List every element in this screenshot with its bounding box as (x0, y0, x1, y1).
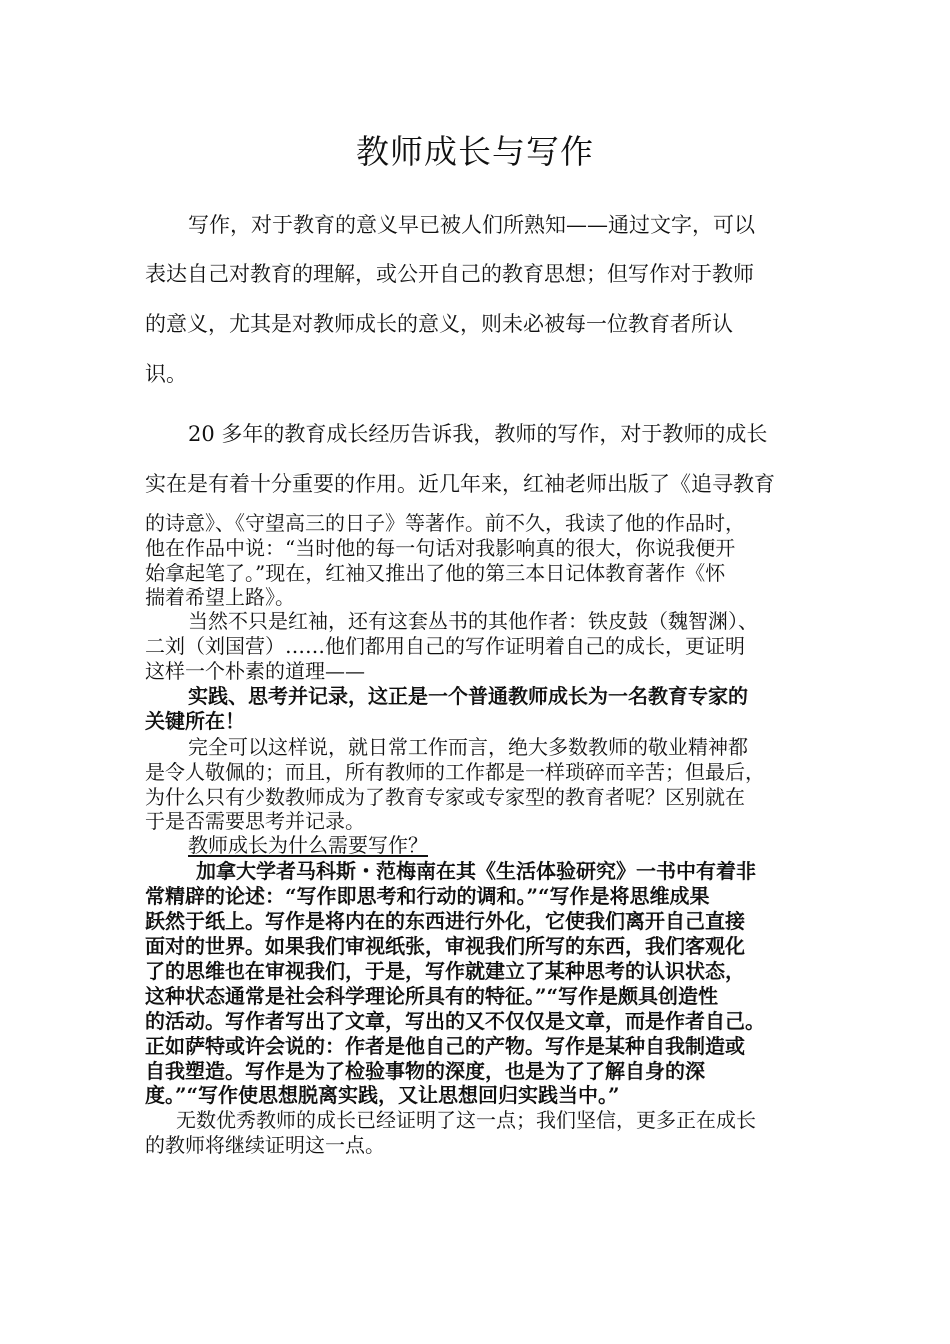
quote-line: 这种状态通常是社会科学理论所具有的特征。”“写作是颇具创造性 (145, 984, 719, 1008)
closing-line: 的教师将继续证明这一点。 (145, 1133, 385, 1157)
paragraph-2-line: 20 多年的教育成长经历告诉我，教师的写作，对于教师的成长 (188, 422, 768, 446)
quote-line: 的活动。写作者写出了文章，写出的又不仅仅是文章，而是作者自己。 (145, 1009, 765, 1033)
quote-line: 常精辟的论述：“写作即思考和行动的调和。”“写作是将思维成果 (145, 884, 710, 908)
quote-line: 跃然于纸上。写作是将内在的东西进行外化，它使我们离开自己直接 (145, 909, 745, 933)
emphasis-line: 关键所在！ (145, 709, 245, 733)
quote-line: 面对的世界。如果我们审视纸张，审视我们所写的东西，我们客观化 (145, 934, 745, 958)
paragraph-3-line: 当然不只是红袖，还有这套丛书的其他作者：铁皮鼓（魏智渊）、 (188, 609, 758, 633)
paragraph-1-line: 写作，对于教育的意义早已被人们所熟知——通过文字，可以 (188, 213, 755, 237)
paragraph-2-line: 实在是有着十分重要的作用。近几年来，红袖老师出版了《追寻教育 (145, 472, 775, 496)
paragraph-1-line: 表达自己对教育的理解，或公开自己的教育思想；但写作对于教师 (145, 262, 754, 286)
paragraph-3-line: 这样一个朴素的道理—— (145, 659, 365, 683)
paragraph-2-line: 的诗意》、《守望高三的日子》等著作。前不久，我读了他的作品时， (145, 511, 745, 535)
section-heading: 教师成长为什么需要写作？ (188, 833, 428, 857)
document-title: 教师成长与写作 (356, 132, 594, 171)
paragraph-2-line: 他在作品中说：“当时他的每一句话对我影响真的很大，你说我便开 (145, 536, 736, 560)
quote-line: 自我塑造。写作是为了检验事物的深度，也是为了了解自身的深 (145, 1059, 705, 1083)
emphasis-line: 实践、思考并记录，这正是一个普通教师成长为一名教育专家的 (188, 684, 748, 708)
paragraph-2-line: 揣着希望上路》。 (145, 585, 295, 609)
quote-line: 加拿大学者马科斯・范梅南在其《生活体验研究》一书中有着非 (196, 859, 756, 883)
paragraph-3-line: 二刘（刘国营）……他们都用自己的写作证明着自己的成长，更证明 (145, 634, 745, 658)
paragraph-5-line: 于是否需要思考并记录。 (145, 809, 365, 833)
paragraph-5-line: 为什么只有少数教师成为了教育专家或专家型的教育者呢？区别就在 (145, 785, 745, 809)
paragraph-5-line: 完全可以这样说，就日常工作而言，绝大多数教师的敬业精神都 (188, 735, 748, 759)
quote-line: 正如萨特或许会说的：作者是他自己的产物。写作是某种自我制造或 (145, 1034, 745, 1058)
quote-line: 度。”“写作使思想脱离实践，又让思想回归实践当中。” (145, 1083, 620, 1107)
quote-line: 了的思维也在审视我们，于是，写作就建立了某种思考的认识状态， (145, 959, 745, 983)
paragraph-1-line: 的意义，尤其是对教师成长的意义，则未必被每一位教育者所认 (145, 312, 733, 336)
paragraph-2-line: 始拿起笔了。”现在，红袖又推出了他的第三本日记体教育著作《怀 (145, 561, 726, 585)
paragraph-1-line: 识。 (145, 362, 187, 386)
closing-line: 无数优秀教师的成长已经证明了这一点；我们坚信，更多正在成长 (176, 1108, 756, 1132)
paragraph-5-line: 是令人敬佩的；而且，所有教师的工作都是一样琐碎而辛苦；但最后， (145, 760, 765, 784)
